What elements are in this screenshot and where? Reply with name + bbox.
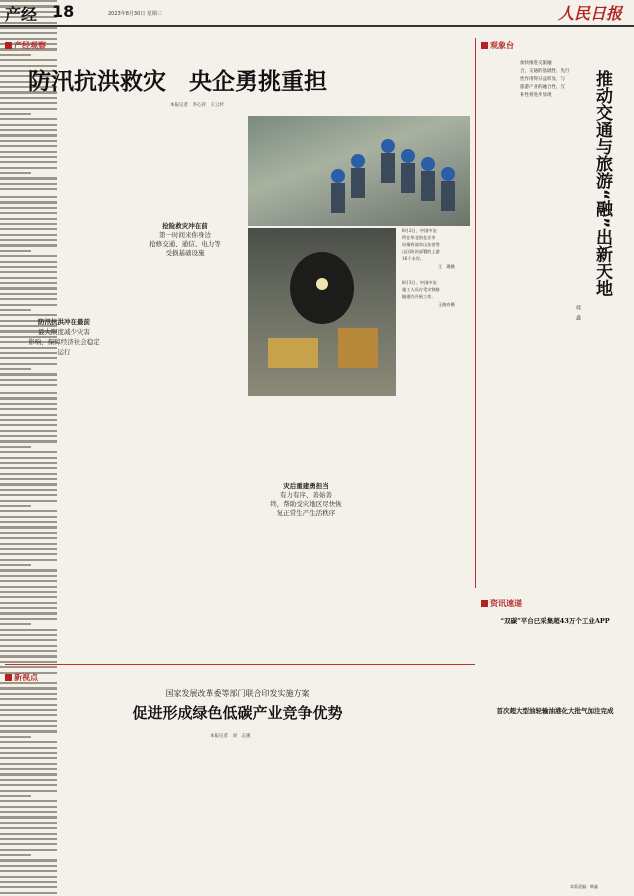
- text-line: [0, 435, 57, 437]
- text-line: [0, 784, 57, 786]
- text-line: [0, 806, 57, 808]
- text-line: [0, 97, 57, 99]
- text-line: [0, 655, 57, 657]
- text-line: [0, 752, 57, 754]
- text-line: [0, 886, 57, 888]
- text-line: [0, 145, 57, 147]
- section-tag-left: 产经观察: [5, 40, 46, 51]
- section-rule: [5, 664, 475, 665]
- bottom-kicker: 国家发展改革委等部门联合印发实施方案: [165, 689, 310, 698]
- text-line: [0, 373, 57, 375]
- text-line: [0, 161, 57, 163]
- text-line: [0, 650, 57, 652]
- text-line: [0, 151, 57, 153]
- text-line: [0, 134, 57, 136]
- text-line: [0, 725, 57, 727]
- news-item-title: 首次超大型油轮输油港化大批气加注完成: [496, 707, 614, 715]
- text-line: [0, 124, 57, 126]
- page-header: [0, 0, 634, 26]
- text-line: [0, 892, 57, 894]
- article-column: [0, 392, 57, 682]
- text-line: [0, 548, 57, 550]
- text-line: [0, 553, 57, 555]
- text-line: [0, 822, 57, 824]
- text-line: [0, 54, 31, 56]
- text-line: [0, 559, 57, 561]
- bottom-headline: 促进形成绿色低碳产业竞争优势: [132, 704, 343, 722]
- text-line: [0, 881, 57, 883]
- text-line: [0, 833, 57, 835]
- text-line: [0, 244, 57, 246]
- text-line: [0, 757, 57, 759]
- text-line: [0, 196, 57, 198]
- article-column: [0, 0, 57, 196]
- text-line: [0, 392, 57, 394]
- text-line: [0, 207, 57, 209]
- issue-date: 2023年8月30日 星期三: [108, 11, 162, 17]
- text-line: [0, 741, 57, 743]
- text-line: [0, 773, 57, 775]
- text-line: [0, 228, 57, 230]
- text-line: [0, 255, 57, 257]
- news-item-title: “双碳”平台已采集超43万个工业APP: [500, 617, 610, 625]
- text-line: [0, 564, 31, 566]
- tag-mark: [481, 600, 488, 607]
- text-line: [0, 430, 57, 432]
- text-line: [0, 639, 57, 641]
- text-line: [0, 212, 57, 214]
- text-line: [0, 277, 57, 279]
- text-line: [0, 532, 57, 534]
- section-name: 产经: [5, 5, 38, 24]
- text-line: [0, 223, 57, 225]
- tunnel-illustration: [248, 228, 396, 396]
- text-line: [0, 446, 31, 448]
- right-summary: 加快推进交旅融 合，交通的基础性、先行 性作用得日益彰显，与 旅游产业的融合性、互 补性将进步显现: [520, 61, 570, 98]
- text-line: [0, 118, 57, 120]
- text-line: [0, 282, 57, 284]
- text-line: [0, 596, 57, 598]
- text-line: [0, 108, 57, 110]
- text-line: [0, 287, 57, 289]
- bottom-byline: 本报记者 刘 志强: [210, 734, 251, 739]
- text-line: [0, 543, 57, 545]
- text-line: [0, 575, 57, 577]
- tag-mark: [481, 42, 488, 49]
- tunnel-photo: [248, 228, 396, 396]
- text-line: [0, 526, 57, 528]
- text-line: [0, 59, 57, 61]
- text-line: [0, 32, 57, 34]
- text-line: [0, 129, 57, 131]
- text-line: [0, 201, 57, 203]
- text-line: [0, 239, 57, 241]
- text-line: [0, 419, 57, 421]
- text-line: [0, 736, 31, 738]
- tag-mark: [5, 674, 12, 681]
- text-line: [0, 505, 31, 507]
- subheading-box: 灾后重建勇担当 有力有序、善始善 终，帮助受灾地区尽快恢 复正常生产生活秩序: [270, 482, 342, 517]
- left-byline: 本报记者 李心萍 王云杉: [170, 103, 224, 108]
- text-line: [0, 865, 57, 867]
- text-line: [0, 500, 57, 502]
- text-line: [0, 811, 57, 813]
- subheading-box: 抢险救灾冲在前 第一时间来你身边 抢修交通、通信、电力等 受损基础设施: [149, 222, 221, 257]
- rescue-photo-top: [248, 116, 470, 226]
- workers-illustration: [248, 116, 470, 226]
- text-line: [0, 271, 57, 273]
- text-line: [0, 489, 57, 491]
- text-line: [0, 516, 57, 518]
- text-line: [0, 779, 57, 781]
- text-line: [0, 645, 57, 647]
- text-line: [0, 483, 57, 485]
- section-tag-news: 资讯速递: [481, 598, 522, 609]
- text-line: [0, 629, 57, 631]
- text-line: [0, 156, 57, 158]
- text-line: [0, 790, 57, 792]
- text-line: [0, 384, 57, 386]
- text-line: [0, 172, 31, 174]
- text-line: [0, 843, 57, 845]
- text-line: [0, 183, 57, 185]
- text-line: [0, 113, 31, 115]
- text-line: [0, 816, 57, 818]
- text-line: [0, 218, 57, 220]
- text-line: [0, 849, 57, 851]
- text-line: [0, 298, 57, 300]
- text-line: [0, 876, 57, 878]
- subheading-box: 防汛抗洪冲在最前 最大限度减少灾害 影响，保障经济社会稳定 运行: [28, 318, 100, 356]
- text-line: [0, 569, 57, 571]
- text-line: [0, 462, 57, 464]
- text-line: [0, 730, 57, 732]
- newspaper-logo: 人民日报: [557, 4, 622, 23]
- text-line: [0, 368, 31, 370]
- text-line: [0, 167, 57, 169]
- text-line: [0, 397, 57, 399]
- text-line: [0, 403, 57, 405]
- tag-mark: [5, 42, 12, 49]
- text-line: [0, 618, 57, 620]
- text-line: [0, 854, 31, 856]
- text-line: [0, 188, 57, 190]
- text-line: [0, 580, 57, 582]
- text-line: [0, 623, 31, 625]
- text-line: [0, 408, 57, 410]
- text-line: [0, 661, 57, 663]
- text-line: [0, 494, 57, 496]
- text-line: [0, 612, 57, 614]
- text-line: [0, 250, 31, 252]
- text-line: [0, 177, 57, 179]
- left-headline: 防汛抗洪救灾 央企勇挑重担: [28, 69, 327, 95]
- text-line: [0, 379, 57, 381]
- header-rule: [0, 25, 634, 27]
- right-editor: 本版责编：韩鑫: [570, 884, 598, 889]
- text-line: [0, 870, 57, 872]
- text-line: [0, 424, 57, 426]
- text-line: [0, 521, 57, 523]
- photo-caption-box: 8月2日，中国中冶 所在华北的北京市 局指挥部对山东省等 山区防汛部署的上游 16个水岸。 王 璞摄 8月3日，中国中冶 施工人员在受灾铁路 隧道内开展工作。 王晓舟摄: [402, 228, 455, 307]
- text-line: [0, 473, 57, 475]
- section-tag-bottom: 新视点: [5, 672, 38, 683]
- text-line: [0, 440, 57, 442]
- text-line: [0, 800, 57, 802]
- right-author: 韩 鑫: [575, 305, 581, 320]
- text-line: [0, 602, 57, 604]
- text-line: [0, 467, 57, 469]
- text-line: [0, 859, 57, 861]
- text-line: [0, 102, 57, 104]
- text-line: [0, 478, 57, 480]
- text-line: [0, 457, 57, 459]
- text-line: [0, 795, 31, 797]
- column-divider: [475, 38, 476, 588]
- right-vertical-headline: 推动交通与旅游“融”出新天地: [592, 70, 612, 297]
- text-line: [0, 27, 57, 29]
- text-line: [0, 304, 57, 306]
- text-line: [0, 607, 57, 609]
- text-line: [0, 314, 57, 316]
- text-line: [0, 451, 57, 453]
- text-line: [0, 414, 57, 416]
- text-line: [0, 666, 57, 668]
- page-number: 18: [52, 2, 75, 21]
- text-line: [0, 140, 57, 142]
- text-line: [0, 586, 57, 588]
- text-line: [0, 838, 57, 840]
- section-tag-right: 观象台: [481, 40, 514, 51]
- text-line: [0, 266, 57, 268]
- text-line: [0, 293, 57, 295]
- text-line: [0, 768, 57, 770]
- text-line: [0, 537, 57, 539]
- text-line: [0, 510, 57, 512]
- text-line: [0, 827, 57, 829]
- text-line: [0, 634, 57, 636]
- text-line: [0, 261, 57, 263]
- text-line: [0, 591, 57, 593]
- text-line: [0, 309, 31, 311]
- text-line: [0, 234, 57, 236]
- text-line: [0, 747, 57, 749]
- text-line: [0, 763, 57, 765]
